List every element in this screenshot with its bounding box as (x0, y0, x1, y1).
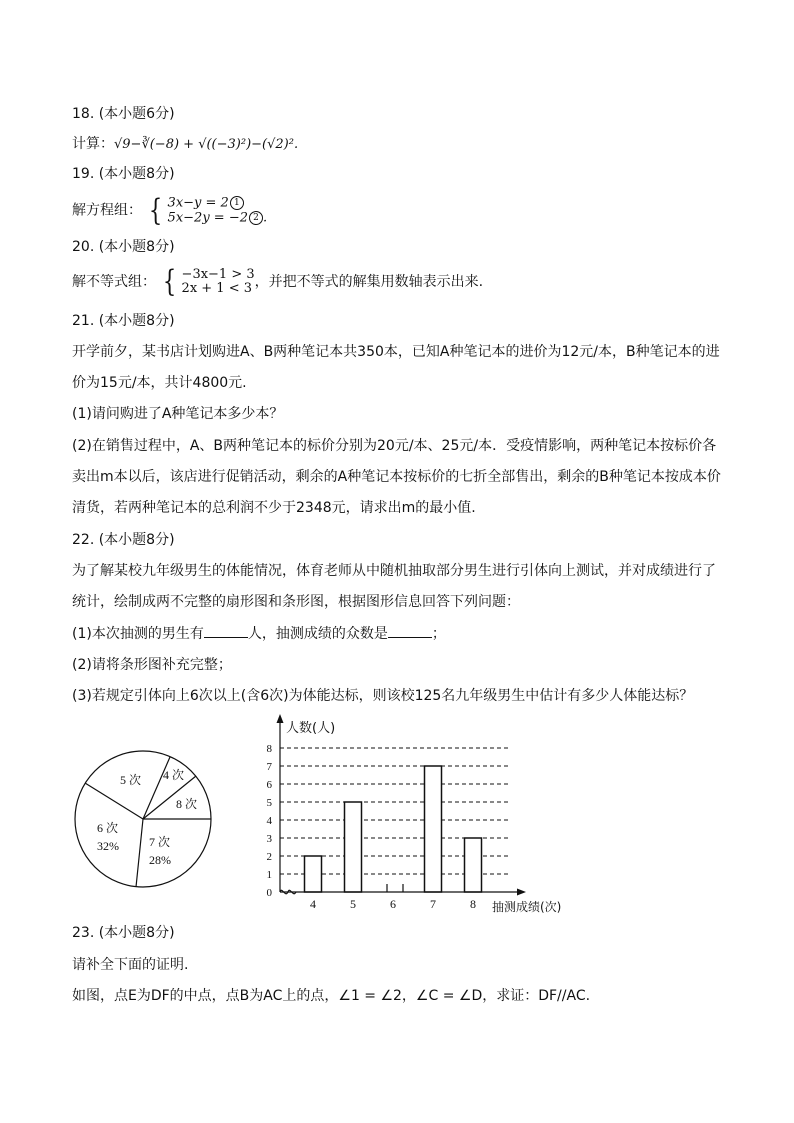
bar-5 (345, 802, 362, 892)
pie-chart (70, 740, 220, 890)
q20-body (72, 264, 484, 299)
pie-percent-7: 28% (149, 853, 171, 867)
q19-equation-1: 3x−y = 2 1 (168, 196, 268, 211)
bar-8 (465, 838, 482, 892)
x-tick-label: 6 (390, 897, 396, 911)
q19-header: 19. (本小题8分) (72, 166, 175, 182)
y-axis-label: 人数(人) (286, 721, 336, 736)
q19-equation-system (146, 192, 268, 228)
q22-sub3: (3)若规定引体向上6次以上(含6次)为体能达标，则该校125名九年级男生中估计有多少人体能达标？ (72, 688, 694, 704)
q21-sub1: (1)请问购进了A种笔记本多少本？ (72, 406, 284, 422)
pie-divider (143, 757, 170, 819)
pie-percent-6: 32% (97, 839, 119, 853)
q23-header: 23. (本小题8分) (72, 925, 175, 941)
brace-symbol: { (149, 192, 163, 228)
q20-tail: ，并把不等式的解集用数轴表示出来. (254, 274, 484, 290)
q18-body (72, 134, 298, 155)
q22-sub1: (1)本次抽测的男生有 人，抽测成绩的众数是 ； (72, 626, 446, 642)
pie-label-4: 4 次 (163, 768, 185, 782)
bar-7 (425, 766, 442, 892)
x-axis-label: 抽测成绩(次) (492, 900, 562, 914)
q21-line: 开学前夕，某书店计划购进A、B两种笔记本共350本，已知A种笔记本的进价为12元/本，B种笔记本的进 (72, 344, 720, 360)
pie-divider (85, 783, 143, 819)
q20-inequality-system (160, 264, 255, 299)
q20-inequality-1: −3x−1 > 3 (181, 267, 255, 282)
q20-header: 20. (本小题8分) (72, 239, 175, 255)
q22-intro: 统计，绘制成两不完整的扇形图和条形图，根据图形信息回答下列问题： (72, 594, 520, 610)
y-tick-label: 8 (266, 743, 272, 755)
q20-label: 解不等式组： (72, 274, 156, 290)
brace-symbol: { (163, 264, 177, 299)
circled-number-icon: 1 (230, 196, 244, 210)
x-tick-label: 8 (470, 897, 476, 911)
q18-label: 计算： (72, 136, 114, 152)
q21-line: 卖出m本以后，该店进行促销活动，剩余的A种笔记本按标价的七折全部售出，剩余的B种笔记本按成本价 (72, 469, 721, 485)
bar-4 (305, 856, 322, 892)
y-tick-label: 3 (266, 833, 272, 845)
y-tick-label: 7 (266, 761, 272, 773)
q20-inequality-2: 2x + 1 < 3 (181, 281, 253, 296)
q22-sub2: (2)请将条形图补充完整； (72, 657, 232, 673)
q19-body (72, 192, 268, 228)
q18-expression: √9−∛(−8) + √((−3)²)−(√2)². (114, 137, 299, 152)
y-tick-label: 4 (266, 815, 272, 827)
pie-divider (136, 819, 143, 887)
y-tick-label: 6 (266, 779, 272, 791)
y-tick-label: 2 (266, 851, 272, 863)
pie-label-8: 8 次 (176, 797, 198, 811)
q21-header: 21. (本小题8分) (72, 313, 175, 329)
pie-label-6: 6 次 (97, 821, 119, 835)
bars (305, 766, 482, 892)
x-axis-arrow-icon (517, 889, 526, 896)
q22-header: 22. (本小题8分) (72, 532, 175, 548)
q19-label: 解方程组： (72, 202, 142, 219)
q23-line2: 如图，点E为DF的中点，点B为AC上的点，∠1 = ∠2，∠C = ∠D，求证：DF//AC. (72, 988, 591, 1004)
y-axis-arrow-icon (277, 714, 284, 723)
q19-equation-2: 5x−2y = −2 2 . (167, 210, 268, 225)
x-tick-label: 7 (430, 897, 436, 911)
pie-label-7: 7 次 (149, 835, 171, 849)
x-tick-label: 5 (350, 897, 356, 911)
pie-label-5: 5 次 (120, 773, 142, 787)
answer-blank[interactable] (388, 637, 432, 638)
x-tick-label: 4 (310, 897, 316, 911)
y-tick-labels (267, 743, 273, 899)
q21-sub2: (2)在销售过程中，A、B两种笔记本的标价分别为20元/本、25元/本．受疫情影响，两种笔记本按标价各 (72, 438, 717, 454)
q22-intro: 为了解某校九年级男生的体能情况，体育老师从中随机抽取部分男生进行引体向上测试，并对成绩进行了 (72, 563, 716, 579)
y-tick-label: 5 (266, 797, 272, 809)
q18-header: 18. (本小题6分) (72, 106, 175, 122)
circled-number-icon: 2 (249, 211, 263, 225)
x-tick-labels (310, 897, 476, 911)
answer-blank[interactable] (204, 637, 248, 638)
bar-chart (258, 712, 598, 918)
q23-line1: 请补全下面的证明. (72, 957, 189, 973)
q21-line: 清货，若两种笔记本的总利润不少于2348元，请求出m的最小值. (72, 500, 476, 516)
y-tick-label: 1 (266, 869, 272, 881)
y-tick-label: 0 (266, 887, 272, 899)
q21-line: 价为15元/本，共计4800元. (72, 375, 247, 391)
